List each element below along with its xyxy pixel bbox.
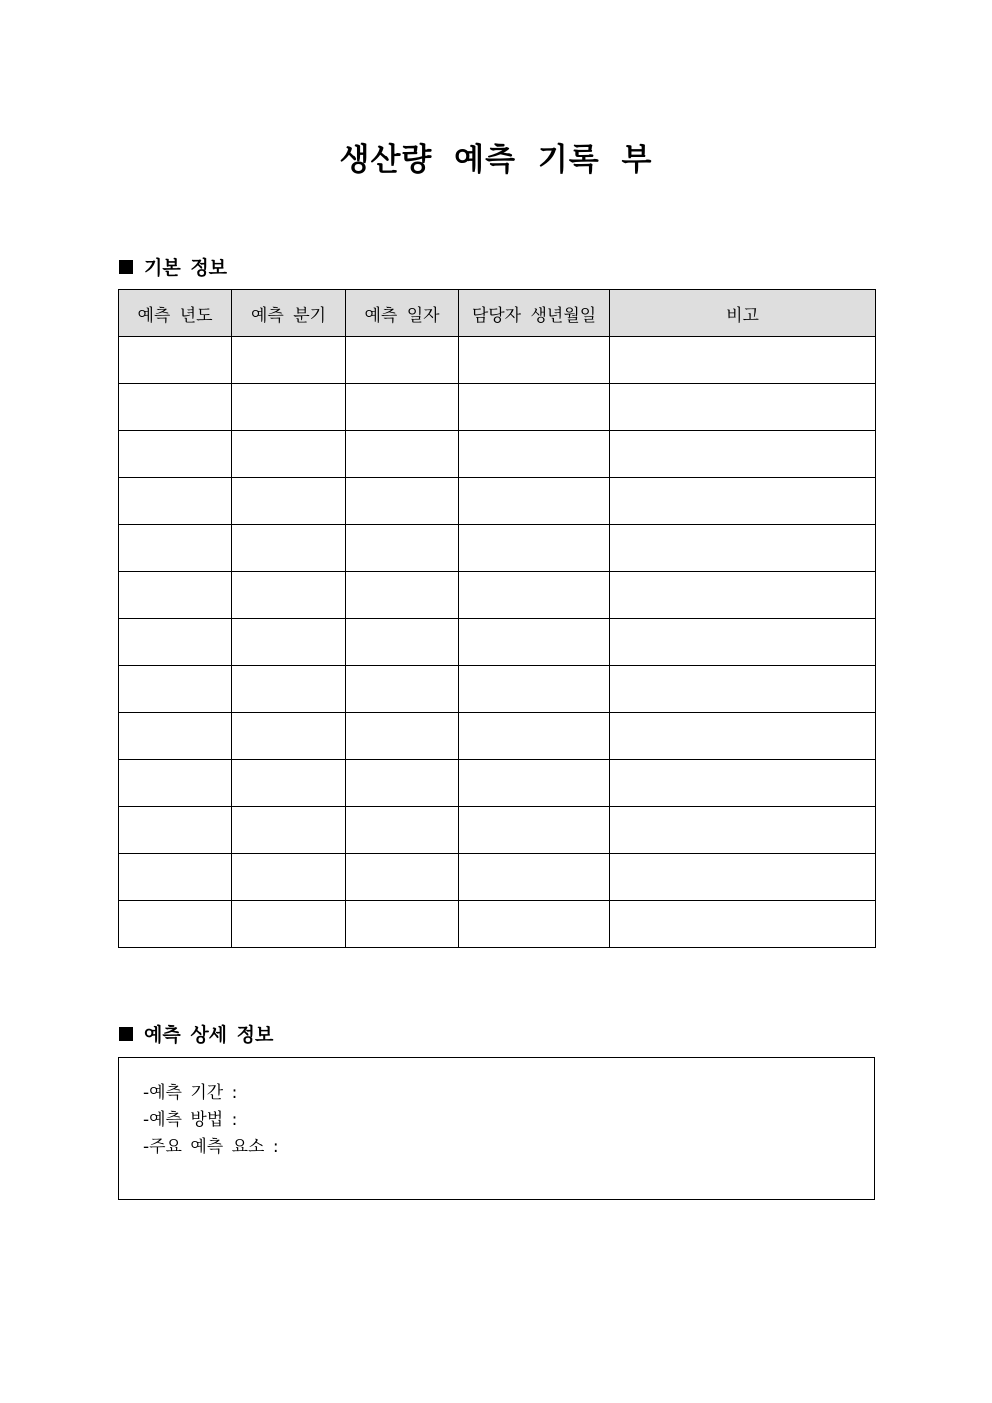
table-row [119, 713, 876, 760]
table-cell[interactable] [346, 337, 459, 384]
table-cell[interactable] [459, 854, 610, 901]
table-cell[interactable] [232, 807, 346, 854]
detail-line-forecast-period: -예측 기간 : [143, 1083, 238, 1103]
table-cell[interactable] [610, 337, 876, 384]
table-cell[interactable] [346, 478, 459, 525]
detail-line-key-factors: -주요 예측 요소 : [143, 1137, 279, 1157]
table-row [119, 478, 876, 525]
table-cell[interactable] [232, 478, 346, 525]
table-row [119, 666, 876, 713]
table-row [119, 760, 876, 807]
table-cell[interactable] [610, 525, 876, 572]
table-cell[interactable] [346, 713, 459, 760]
table-cell[interactable] [610, 713, 876, 760]
table-cell[interactable] [610, 572, 876, 619]
square-bullet-icon [119, 1027, 133, 1041]
table-cell[interactable] [610, 619, 876, 666]
table-cell[interactable] [119, 384, 232, 431]
detail-info-heading [119, 1020, 273, 1047]
page-title: 생산량 예측 기록 부 [339, 142, 653, 178]
table-cell[interactable] [610, 854, 876, 901]
table-cell[interactable] [232, 760, 346, 807]
table-cell[interactable] [610, 478, 876, 525]
table-cell[interactable] [346, 807, 459, 854]
table-cell[interactable] [119, 619, 232, 666]
table-cell[interactable] [119, 572, 232, 619]
table-cell[interactable] [459, 384, 610, 431]
table-cell[interactable] [119, 807, 232, 854]
table-cell[interactable] [232, 525, 346, 572]
table-cell[interactable] [459, 666, 610, 713]
table-cell[interactable] [119, 431, 232, 478]
table-cell[interactable] [232, 431, 346, 478]
table-cell[interactable] [459, 572, 610, 619]
table-row [119, 619, 876, 666]
table-cell[interactable] [346, 572, 459, 619]
table-cell[interactable] [459, 431, 610, 478]
table-cell[interactable] [232, 901, 346, 948]
table-cell[interactable] [610, 666, 876, 713]
table-cell[interactable] [119, 760, 232, 807]
table-cell[interactable] [232, 854, 346, 901]
column-header-manager-birthdate: 담당자 생년월일 [459, 290, 610, 337]
table-cell[interactable] [346, 854, 459, 901]
table-cell[interactable] [346, 760, 459, 807]
table-cell[interactable] [119, 854, 232, 901]
detail-info-heading-text: 예측 상세 정보 [144, 1024, 274, 1046]
table-cell[interactable] [459, 337, 610, 384]
table-cell[interactable] [459, 901, 610, 948]
column-header-year: 예측 년도 [119, 290, 232, 337]
table-cell[interactable] [232, 666, 346, 713]
table-cell[interactable] [119, 666, 232, 713]
table-cell[interactable] [459, 760, 610, 807]
table-cell[interactable] [459, 525, 610, 572]
table-row [119, 572, 876, 619]
table-cell[interactable] [610, 431, 876, 478]
table-cell[interactable] [232, 713, 346, 760]
table-row [119, 431, 876, 478]
table-cell[interactable] [610, 901, 876, 948]
table-row [119, 337, 876, 384]
table-row [119, 525, 876, 572]
column-header-quarter: 예측 분기 [232, 290, 346, 337]
table-cell[interactable] [346, 525, 459, 572]
column-header-date: 예측 일자 [346, 290, 459, 337]
table-cell[interactable] [346, 901, 459, 948]
basic-info-table [118, 289, 876, 948]
table-cell[interactable] [459, 807, 610, 854]
table-cell[interactable] [119, 901, 232, 948]
table-cell[interactable] [232, 619, 346, 666]
table-cell[interactable] [610, 384, 876, 431]
table-cell[interactable] [119, 337, 232, 384]
table-cell[interactable] [346, 384, 459, 431]
table-cell[interactable] [232, 384, 346, 431]
detail-info-box[interactable] [118, 1057, 875, 1200]
table-cell[interactable] [119, 478, 232, 525]
table-cell[interactable] [232, 337, 346, 384]
table-cell[interactable] [346, 666, 459, 713]
table-cell[interactable] [610, 760, 876, 807]
column-header-remarks: 비고 [610, 290, 876, 337]
table-cell[interactable] [232, 572, 346, 619]
table-row [119, 807, 876, 854]
table-cell[interactable] [119, 525, 232, 572]
table-cell[interactable] [459, 478, 610, 525]
table-cell[interactable] [346, 431, 459, 478]
table-cell[interactable] [610, 807, 876, 854]
table-cell[interactable] [459, 619, 610, 666]
basic-info-heading [119, 253, 227, 280]
table-row [119, 901, 876, 948]
table-header-row [119, 290, 876, 337]
table-cell[interactable] [346, 619, 459, 666]
detail-line-forecast-method: -예측 방법 : [143, 1110, 238, 1130]
table-cell[interactable] [459, 713, 610, 760]
basic-info-heading-text: 기본 정보 [144, 257, 228, 279]
table-cell[interactable] [119, 713, 232, 760]
square-bullet-icon [119, 260, 133, 274]
table-row [119, 854, 876, 901]
table-row [119, 384, 876, 431]
